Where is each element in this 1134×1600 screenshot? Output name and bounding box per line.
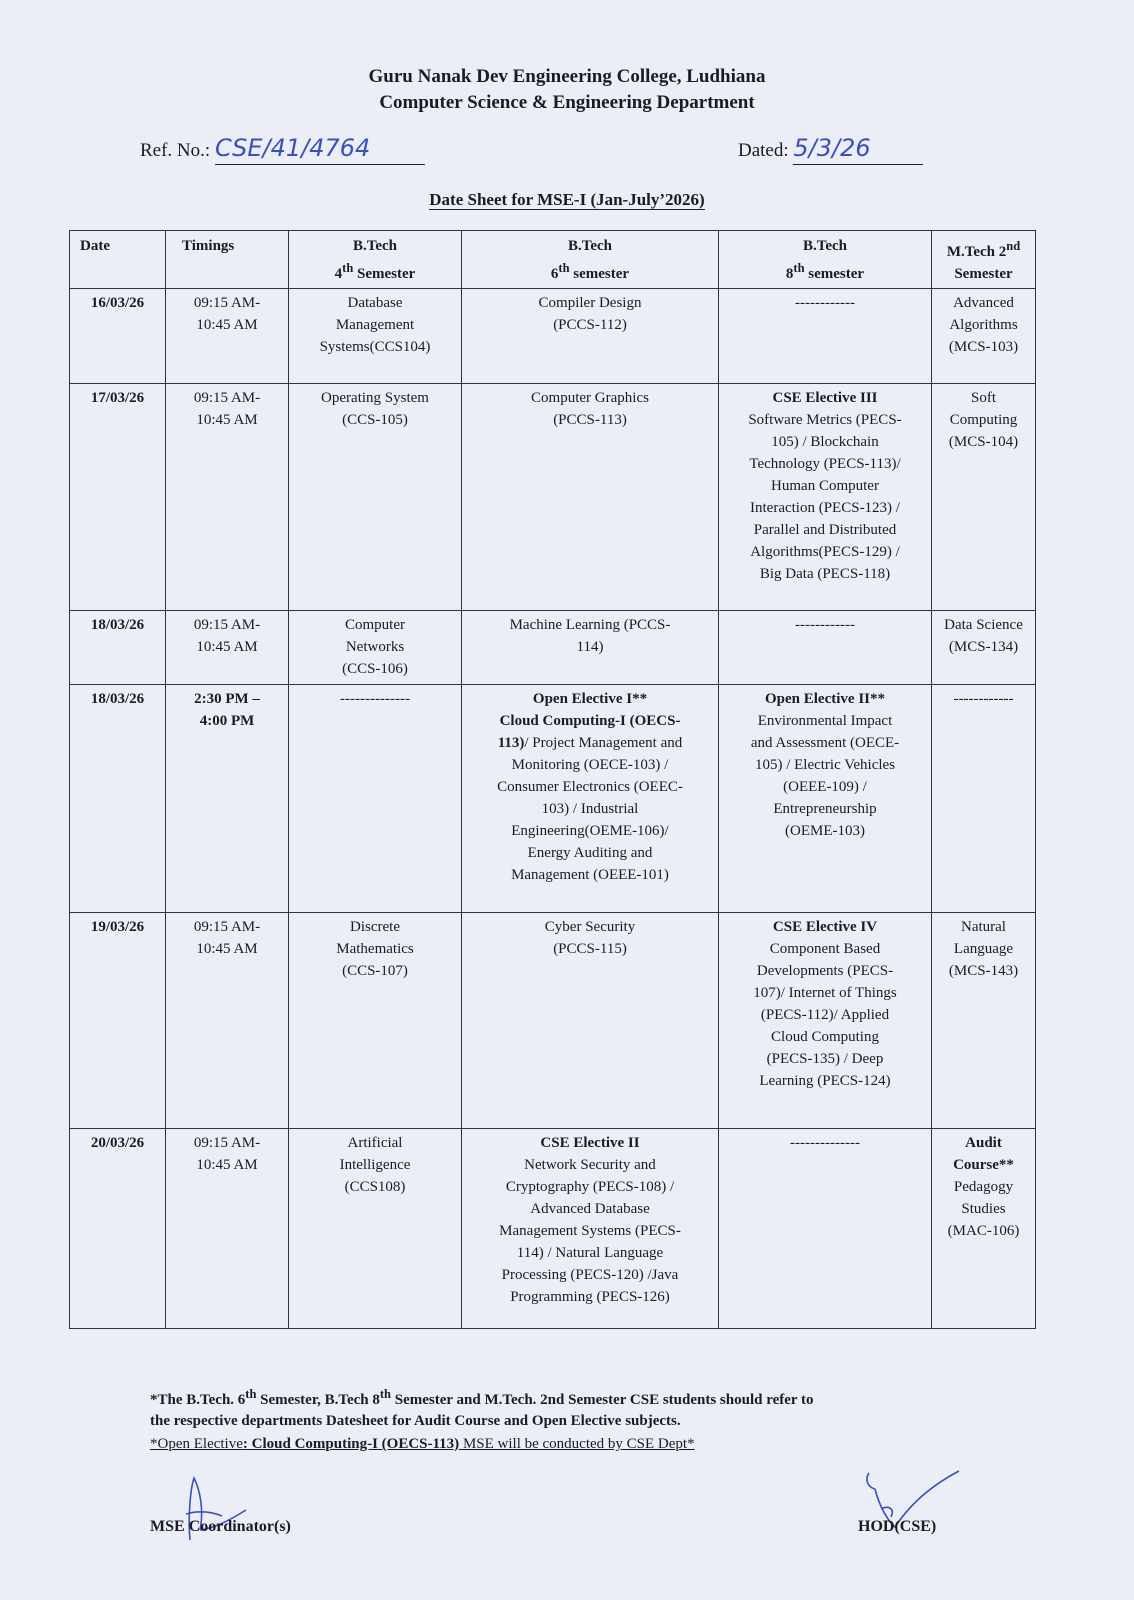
table-row (70, 289, 1036, 384)
cell-sem6: Computer Graphics (PCCS-113) (462, 384, 719, 611)
footnote-line-2: the respective departments Datesheet for Audit Course and Open Elective subjects. (150, 1413, 681, 1429)
cell-sem8: CSE Elective IV Component Based Developments (PECS- 107)/ Internet of Things (PECS-112)/ Applied Cloud Computing (PECS-135) / Deep Learning (PECS-124) (719, 913, 932, 1129)
row-date: 16/03/26 (70, 289, 166, 384)
cell-mtech: Data Science (MCS-134) (932, 611, 1036, 685)
cell-sem8: Open Elective II** Environmental Impact and Assessment (OECE- 105) / Electric Vehicles (OEEE-109) / Entrepreneurship (OEME-103) (719, 685, 932, 913)
footnote-line-1: *The B.Tech. 6th Semester, B.Tech 8th Semester and M.Tech. 2nd Semester CSE students should refer to (150, 1387, 814, 1408)
header-btech-6: B.Tech 6th semester (462, 231, 719, 289)
row-time: 09:15 AM- 10:45 AM (166, 1129, 289, 1329)
row-time: 2:30 PM – 4:00 PM (166, 685, 289, 913)
row-time: 09:15 AM- 10:45 AM (166, 913, 289, 1129)
dated-value-handwritten: 5/3/26 (793, 134, 871, 162)
table-header-row (70, 231, 1036, 289)
cell-sem6: Cyber Security (PCCS-115) (462, 913, 719, 1129)
row-date: 19/03/26 (70, 913, 166, 1129)
table-row (70, 1129, 1036, 1329)
cell-mtech: Advanced Algorithms (MCS-103) (932, 289, 1036, 384)
cell-sem6: CSE Elective II Network Security and Cryptography (PECS-108) / Advanced Database Management Systems (PECS- 114) / Natural Language Processing (PECS-120) /Java Programming (PECS-126) (462, 1129, 719, 1329)
header-btech-4: B.Tech 4th Semester (289, 231, 462, 289)
cell-sem4: Database Management Systems(CCS104) (289, 289, 462, 384)
ref-label: Ref. No.: (140, 140, 211, 161)
row-date: 18/03/26 (70, 685, 166, 913)
cell-sem6: Compiler Design (PCCS-112) (462, 289, 719, 384)
table-row (70, 611, 1036, 685)
cell-mtech: ------------ (932, 685, 1036, 913)
row-time: 09:15 AM- 10:45 AM (166, 611, 289, 685)
cell-sem4: Discrete Mathematics (CCS-107) (289, 913, 462, 1129)
header-btech-8: B.Tech 8th semester (719, 231, 932, 289)
ref-value-handwritten: CSE/41/4764 (214, 134, 371, 162)
cell-sem4: Operating System (CCS-105) (289, 384, 462, 611)
cell-sem6: Machine Learning (PCCS- 114) (462, 611, 719, 685)
footnote-line-3: *Open Elective: Cloud Computing-I (OECS-113) MSE will be conducted by CSE Dept* (150, 1436, 695, 1452)
cell-sem8: ------------ (719, 289, 932, 384)
college-name: Guru Nanak Dev Engineering College, Ludhiana (368, 66, 766, 87)
cell-mtech: Audit Course** Pedagogy Studies (MAC-106) (932, 1129, 1036, 1329)
table-row (70, 384, 1036, 611)
row-time: 09:15 AM- 10:45 AM (166, 289, 289, 384)
cell-sem6: Open Elective I** Cloud Computing-I (OECS- 113)/ Project Management and Monitoring (OECE-103) / Consumer Electronics (OEEC- 103) / Industrial Engineering(OEME-106)/ Energy Auditing and Management (OEEE-101) (462, 685, 719, 913)
row-date: 20/03/26 (70, 1129, 166, 1329)
row-date: 18/03/26 (70, 611, 166, 685)
page-title: Date Sheet for MSE-I (Jan-July’2026) (429, 190, 705, 209)
cell-sem8: CSE Elective III Software Metrics (PECS- 105) / Blockchain Technology (PECS-113)/ Human Computer Interaction (PECS-123) / Parallel and Distributed Algorithms(PECS-129) / Big Data (PECS-118) (719, 384, 932, 611)
cell-sem4: Artificial Intelligence (CCS108) (289, 1129, 462, 1329)
hod-label: HOD(CSE) (858, 1518, 937, 1535)
dated-label: Dated: (738, 140, 789, 161)
department-name: Computer Science & Engineering Department (379, 92, 755, 113)
header-timings: Timings (166, 231, 289, 289)
date-sheet-table (69, 230, 1036, 1329)
row-date: 17/03/26 (70, 384, 166, 611)
table-row (70, 913, 1036, 1129)
coordinator-signature (160, 1470, 250, 1550)
cell-sem8: -------------- (719, 1129, 932, 1329)
cell-sem4: -------------- (289, 685, 462, 913)
cell-mtech: Natural Language (MCS-143) (932, 913, 1036, 1129)
table-row (70, 685, 1036, 913)
header-mtech-2: M.Tech 2nd Semester (932, 231, 1036, 289)
dated (738, 135, 923, 165)
cell-mtech: Soft Computing (MCS-104) (932, 384, 1036, 611)
reference-number (140, 135, 425, 165)
row-time: 09:15 AM- 10:45 AM (166, 384, 289, 611)
mse-coordinator-label: MSE Coordinator(s) (150, 1518, 291, 1535)
cell-sem4: Computer Networks (CCS-106) (289, 611, 462, 685)
header-date: Date (70, 231, 166, 289)
cell-sem8: ------------ (719, 611, 932, 685)
